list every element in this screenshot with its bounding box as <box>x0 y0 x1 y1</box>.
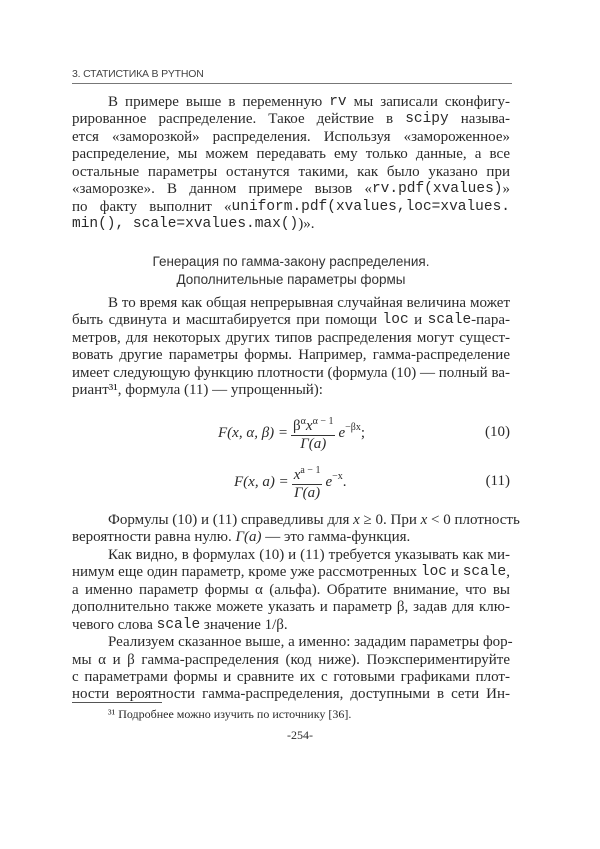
fraction <box>291 413 335 453</box>
text-segment: ется «заморозкой» распределения. Используя «замороженное» <box>72 128 510 145</box>
text-line <box>72 512 520 529</box>
denominator: Γ(a) <box>300 436 327 452</box>
text-segment: нимум еще один параметр, кроме уже рассмотренных <box>72 564 421 581</box>
inline-code: scale <box>427 312 472 329</box>
section-title-line: Генерация по гамма-закону распределения. <box>152 254 430 269</box>
text-line <box>72 529 510 546</box>
num-sup: a − 1 <box>300 465 321 476</box>
text-line <box>72 599 510 616</box>
text-segment: Формулы (10) и (11) справедливы для <box>108 512 354 528</box>
text-segment: остальные параметры останутся такими, как было указано при <box>72 163 510 180</box>
text-segment: значение 1/β. <box>200 616 288 633</box>
inline-code: scipy <box>405 111 449 128</box>
inline-code: scale <box>156 616 201 633</box>
num-sup: α − 1 <box>312 416 334 427</box>
text-segment: — это гамма-функция. <box>261 529 411 546</box>
text-line <box>72 181 510 198</box>
num-base: β <box>293 418 301 434</box>
exp-base: e <box>338 424 346 441</box>
text-segment: называ- <box>448 111 510 128</box>
text-segment: ≥ 0. При <box>359 512 421 528</box>
text-line <box>72 617 510 634</box>
inline-code: rv <box>329 94 347 110</box>
text-segment: «заморозке». В данном примере вызов « <box>72 181 372 198</box>
text-line <box>72 164 510 181</box>
paragraph-frozen-distribution <box>72 94 510 234</box>
text-segment: ности вероятности гамма-распределения, доступными в сети Ин- <box>72 686 510 703</box>
text-segment: x <box>420 512 428 528</box>
text-line <box>72 582 510 599</box>
num-sup: α <box>300 416 306 427</box>
text-line <box>72 547 510 564</box>
inline-code: rv.pdf(xvalues) <box>371 181 503 198</box>
text-segment: Как видно, в формулах (10) и (11) требуется указывать как ми- <box>108 546 510 563</box>
text-segment: дополнительно также можете указать и параметр β, задав для клю- <box>72 599 510 616</box>
text-line <box>72 312 510 329</box>
text-segment: риант³¹, формула (11) — упрощенный): <box>72 382 323 399</box>
text-segment: )». <box>298 216 315 233</box>
text-segment: мы записали сконфигу- <box>346 94 510 110</box>
text-line <box>72 146 510 163</box>
text-segment: В то время как общая непрерывная случайная величина может <box>108 295 510 311</box>
inline-code: scale <box>462 564 507 581</box>
inline-code: uniform.pdf(xvalues,loc=xvalues. <box>231 198 510 215</box>
text-segment: и <box>408 312 428 329</box>
formula-lhs: F(x, a) = <box>234 473 289 490</box>
text-segment: , <box>506 564 510 581</box>
formula-lhs: F(x, α, β) = <box>218 424 289 441</box>
text-line <box>72 94 510 111</box>
text-segment: x <box>353 512 360 528</box>
text-line <box>72 111 510 128</box>
text-line <box>72 365 510 382</box>
section-title-line: Дополнительные параметры формы <box>176 271 406 287</box>
inline-code: min(), scale=xvalues.max() <box>72 216 299 233</box>
denominator: Γ(a) <box>294 485 321 501</box>
header-rule <box>72 83 512 84</box>
text-segment: вероятности равна нулю. <box>72 529 236 546</box>
text-segment: по факту выполнит « <box>72 198 232 215</box>
text-segment: » <box>502 181 510 198</box>
formula-tail: . <box>342 473 347 490</box>
text-segment: а именно параметр формы α (альфа). Обратите внимание, что вы <box>72 581 510 598</box>
inline-code: loc <box>382 312 409 329</box>
equation-number: (11) <box>485 473 510 489</box>
text-segment: Реализуем сказанное выше, а именно: зададим параметры фор- <box>108 634 513 651</box>
text-segment: распределение, мы можем передавать ему только данные, а все <box>72 146 510 163</box>
text-line <box>72 564 510 581</box>
text-segment: быть сдвинута и масштабируется при помощи <box>72 312 383 329</box>
formula-10 <box>218 413 365 453</box>
text-segment: и <box>447 564 463 581</box>
text-segment: < 0 плотность <box>427 512 520 528</box>
exp-sup: −x <box>332 470 343 482</box>
text-line <box>72 330 510 347</box>
text-line <box>72 634 513 651</box>
footnote-rule <box>72 702 162 703</box>
text-line <box>72 295 510 312</box>
paragraph-shape-parameters <box>72 295 510 400</box>
text-line <box>72 129 510 146</box>
formula-tail: ; <box>360 424 366 441</box>
text-line <box>72 347 510 364</box>
text-line <box>72 199 510 216</box>
text-segment: -пара- <box>471 312 510 329</box>
text-segment: с параметрами формы и сравните их с готовыми графиками плот- <box>72 668 510 685</box>
section-title <box>72 253 510 288</box>
formula-11 <box>234 462 347 502</box>
text-segment: Γ(a) <box>235 529 262 546</box>
footnote: ³¹ Подробнее можно изучить по источнику [36]. <box>108 707 352 721</box>
inline-code: loc <box>420 564 448 581</box>
text-segment: рированное распределение. Такое действие в <box>72 111 406 128</box>
text-line <box>72 669 510 686</box>
exp-base: e <box>325 473 333 490</box>
num-x: x <box>293 467 301 483</box>
text-segment: вовать другие параметры формы. Например, гамма-распределение <box>72 347 510 364</box>
equation-number: (10) <box>485 424 510 440</box>
text-line <box>72 382 510 399</box>
text-segment: мы α и β гамма-распределения (код ниже). Поэкспериментируйте <box>72 651 510 668</box>
text-line <box>72 216 510 233</box>
paragraph-gamma-notes <box>72 512 520 704</box>
fraction <box>292 462 323 502</box>
text-segment: чевого слова <box>72 616 157 633</box>
exp-sup: −βx <box>345 421 361 433</box>
text-segment: В примере выше в переменную <box>108 94 330 110</box>
text-line <box>72 652 510 669</box>
text-segment: имеет следующую функцию плотности (формула (10) — полный ва- <box>72 364 510 381</box>
page-number: -254- <box>287 728 313 742</box>
running-header: 3. СТАТИСТИКА В PYTHON <box>72 68 204 80</box>
text-segment: метров, для некоторых других типов распределения могут сущест- <box>72 329 510 346</box>
num-x: x <box>305 418 313 434</box>
